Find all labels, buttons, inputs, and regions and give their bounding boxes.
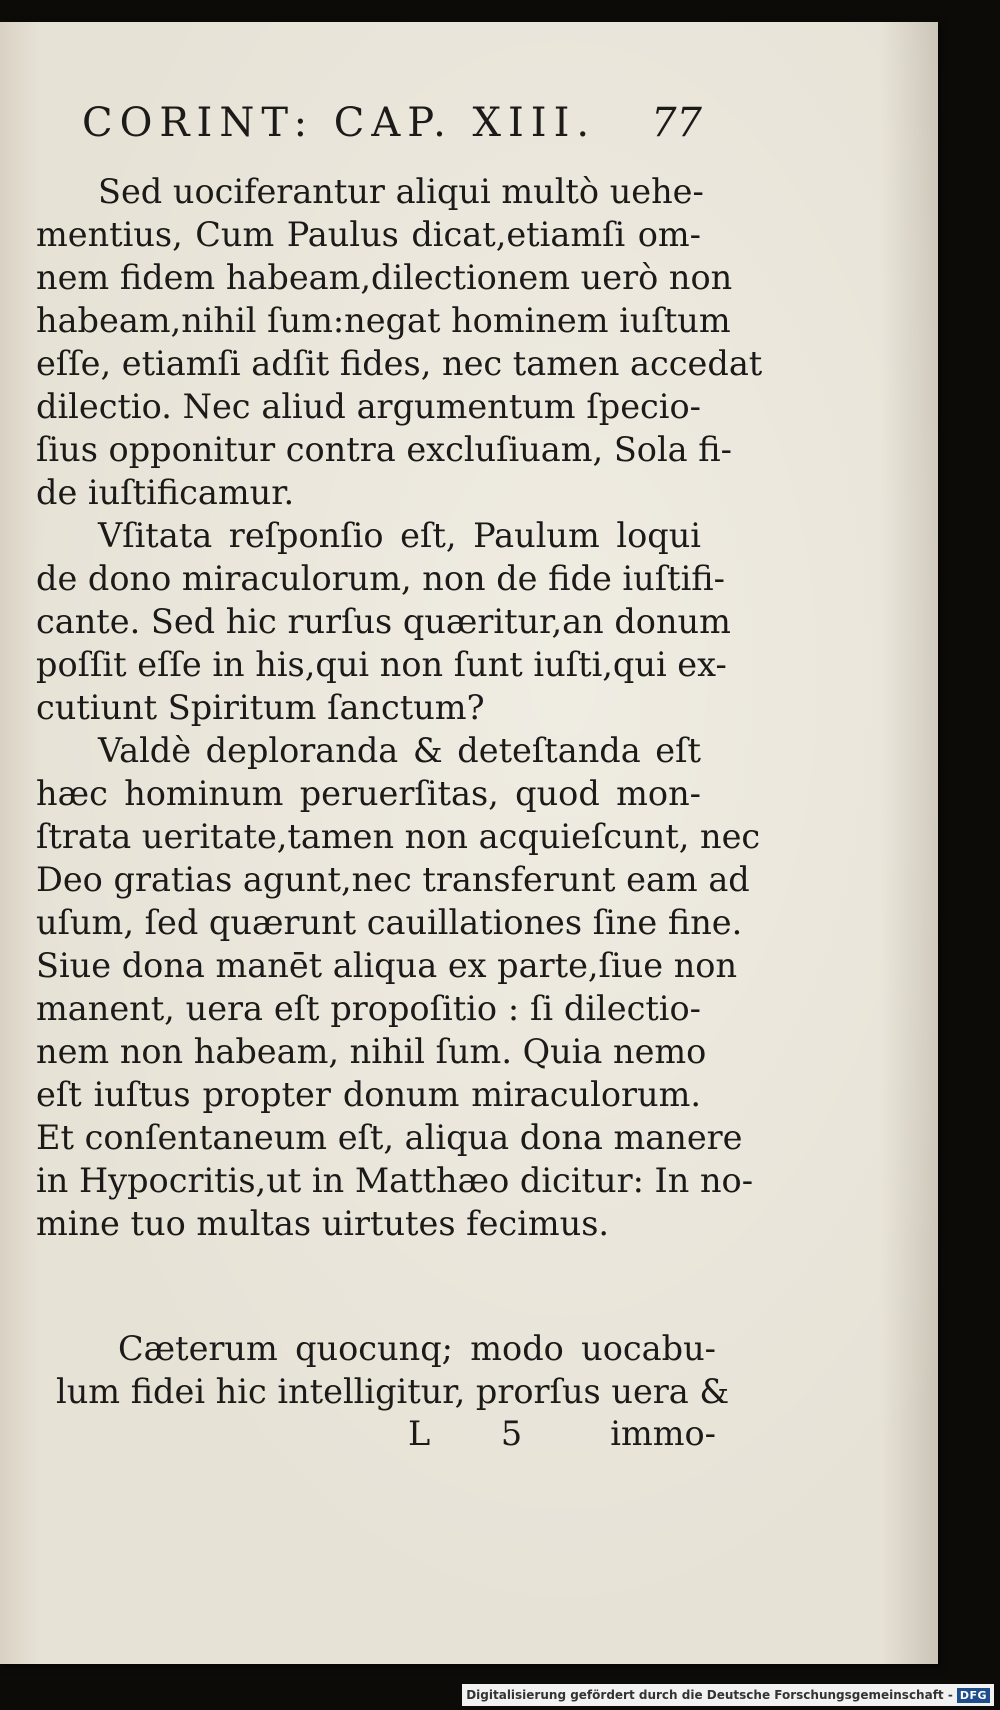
- paragraph-3: [36, 729, 761, 1245]
- running-head: [82, 100, 702, 146]
- text-line: de iuſtificamur.: [36, 473, 295, 512]
- body-text: [36, 170, 763, 1245]
- text-line: Siue dona manēt aliqua ex parte,ſiue non: [36, 946, 738, 985]
- text-line: cutiunt Spiritum ſanctum?: [36, 688, 485, 727]
- text-line: mentius, Cum Paulus dicat,etiamſi om-: [36, 215, 701, 254]
- paragraph-2: [36, 514, 731, 729]
- text-line: Vſitata reſponſio eſt, Paulum loqui: [98, 516, 701, 555]
- text-line: Deo gratias agunt,nec transferunt eam ad: [36, 860, 750, 899]
- text-line: cante. Sed hic rurſus quæritur,an donum: [36, 602, 731, 641]
- running-head-title: CORINT: CAP. XIII.: [82, 100, 597, 146]
- text-line: eſt iuſtus propter donum miraculorum.: [36, 1075, 701, 1114]
- text-line: dilectio. Nec aliud argumentum ſpecio-: [36, 387, 701, 426]
- dfg-logo-icon: DFG: [957, 1688, 990, 1703]
- text-line: nem non habeam, nihil ſum. Quia nemo: [36, 1032, 707, 1071]
- text-line: nem fidem habeam,dilectionem uerò non: [36, 258, 733, 297]
- text-line: Valdè deploranda & deteſtanda eſt: [98, 731, 701, 770]
- text-line: manent, uera eſt propoſitio : ſi dilectio-: [36, 989, 701, 1028]
- paragraph-1: [36, 170, 763, 514]
- text-line: lum fidei hic intelligitur, prorſus uera &: [56, 1372, 730, 1411]
- text-line: in Hypocritis,ut in Matthæo dicitur: In no-: [36, 1161, 754, 1200]
- text-line: de dono miraculorum, non de fide iuſtifi-: [36, 559, 725, 598]
- text-line: Cæterum quocunq; modo uocabu-: [118, 1329, 716, 1368]
- text-line: eſſe, etiamſi adſit fides, nec tamen accedat: [36, 344, 763, 383]
- text-line: ſius opponitur contra excluſiuam, Sola fi-: [36, 430, 732, 469]
- text-line: mine tuo multas uirtutes fecimus.: [36, 1204, 610, 1243]
- text-line: Sed uociferantur aliqui multò uehe-: [98, 172, 704, 211]
- text-line: Et conſentaneum eſt, aliqua dona manere: [36, 1118, 743, 1157]
- text-line: hæc hominum peruerſitas, quod mon-: [36, 774, 701, 813]
- digitization-footer: [462, 1684, 994, 1706]
- paragraph-4: [56, 1327, 730, 1413]
- footer-text: Digitalisierung gefördert durch die Deutsche Forschungsgemeinschaft -: [466, 1688, 953, 1702]
- signature-mark: L 5: [408, 1414, 553, 1453]
- text-line: ſtrata ueritate,tamen non acquieſcunt, nec: [36, 817, 761, 856]
- text-line: habeam,nihil ſum:negat hominem iuſtum: [36, 301, 731, 340]
- catchword: immo-: [610, 1414, 716, 1453]
- book-page: [0, 22, 938, 1664]
- text-line: uſum, ſed quærunt cauillationes ſine fine.: [36, 903, 743, 942]
- text-line: poſſit eſſe in his,qui non ſunt iuſti,qui ex-: [36, 645, 727, 684]
- page-number: 77: [651, 100, 702, 146]
- catchline: [56, 1414, 716, 1457]
